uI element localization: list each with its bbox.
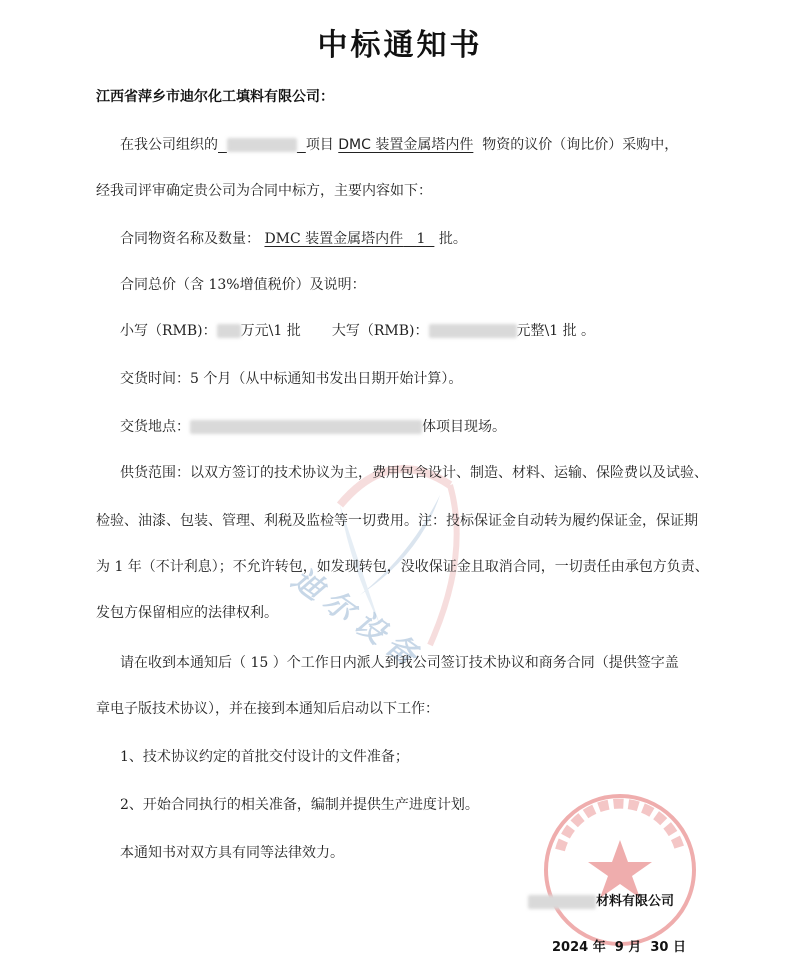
big-suffix: 元整\1 批 。 xyxy=(516,323,596,339)
delivery-place-suffix: 体项目现场。 xyxy=(422,419,506,435)
addressee: 江西省萍乡市迪尔化工填料有限公司： xyxy=(96,89,334,105)
legal-statement: 本通知书对双方具有同等法律效力。 xyxy=(120,845,344,861)
scope-line-4: 发包方保留相应的法律权利。 xyxy=(96,605,278,621)
small-label: 小写（RMB)： xyxy=(120,323,217,339)
big-label: 大写（RMB)： xyxy=(331,323,429,339)
material-qty: 1 xyxy=(416,231,426,247)
issuer-company xyxy=(528,890,674,909)
delivery-place-label: 交货地点： xyxy=(120,419,190,435)
price-line xyxy=(120,320,595,340)
scope-line-3: 为 1 年（不计利息）；不允许转包，如发现转包，没收保证金且取消合同，一切责任由承包方负责、 xyxy=(96,559,709,575)
project-name-redacted xyxy=(218,137,306,153)
task-2: 2、开始合同执行的相关准备，编制并提供生产进度计划。 xyxy=(120,797,479,813)
delivery-place-line xyxy=(120,416,506,436)
company-suffix: 材料有限公司 xyxy=(596,894,675,909)
request-line-2: 章电子版技术协议），并在接到本通知后启动以下工作： xyxy=(96,701,439,717)
official-seal-icon xyxy=(540,790,700,950)
task-1: 1、技术协议约定的首批交付设计的文件准备； xyxy=(120,749,409,765)
scope-line-1: 供货范围：以双方签订的技术协议为主，费用包含设计、制造、材料、运输、保险费以及试验、 xyxy=(120,465,708,481)
scope-line-2: 检验、油漆、包装、管理、利税及监检等一切费用。注：投标保证金自动转为履约保证金，保证期 xyxy=(96,513,698,529)
small-suffix: 万元\1 批 xyxy=(240,323,301,339)
delivery-time: 交货时间：5 个月（从中标通知书发出日期开始计算）。 xyxy=(120,371,463,387)
delivery-place-redacted xyxy=(190,420,422,434)
request-line-1: 请在收到本通知后（ 15 ）个工作日内派人到我公司签订技术协议和商务合同（提供签字盖 xyxy=(120,655,679,671)
issue-date: 2024 年 9 月 30 日 xyxy=(552,940,686,955)
small-amount-redacted xyxy=(217,324,241,338)
intro-project-suffix: 项目 xyxy=(305,137,334,153)
material-name: DMC 装置金属塔内件 xyxy=(264,231,404,247)
intro-line-1 xyxy=(120,134,678,154)
material-unit: 批。 xyxy=(438,231,467,247)
document-title: 中标通知书 xyxy=(317,28,483,63)
big-amount-redacted xyxy=(429,324,517,338)
intro-item: DMC 装置金属塔内件 xyxy=(338,137,474,153)
intro-prefix: 在我公司组织的 xyxy=(120,137,218,153)
intro-line-2: 经我司评审确定贵公司为合同中标方，主要内容如下： xyxy=(96,183,432,199)
total-price-line: 合同总价（含 13%增值税价）及说明： xyxy=(120,277,366,293)
material-line xyxy=(120,228,467,248)
company-name-redacted xyxy=(528,895,596,909)
watermark-text: 迪尔设备 xyxy=(285,561,430,678)
intro-suffix: 物资的议价（询比价）采购中， xyxy=(482,137,679,153)
material-label: 合同物资名称及数量： xyxy=(120,231,260,247)
